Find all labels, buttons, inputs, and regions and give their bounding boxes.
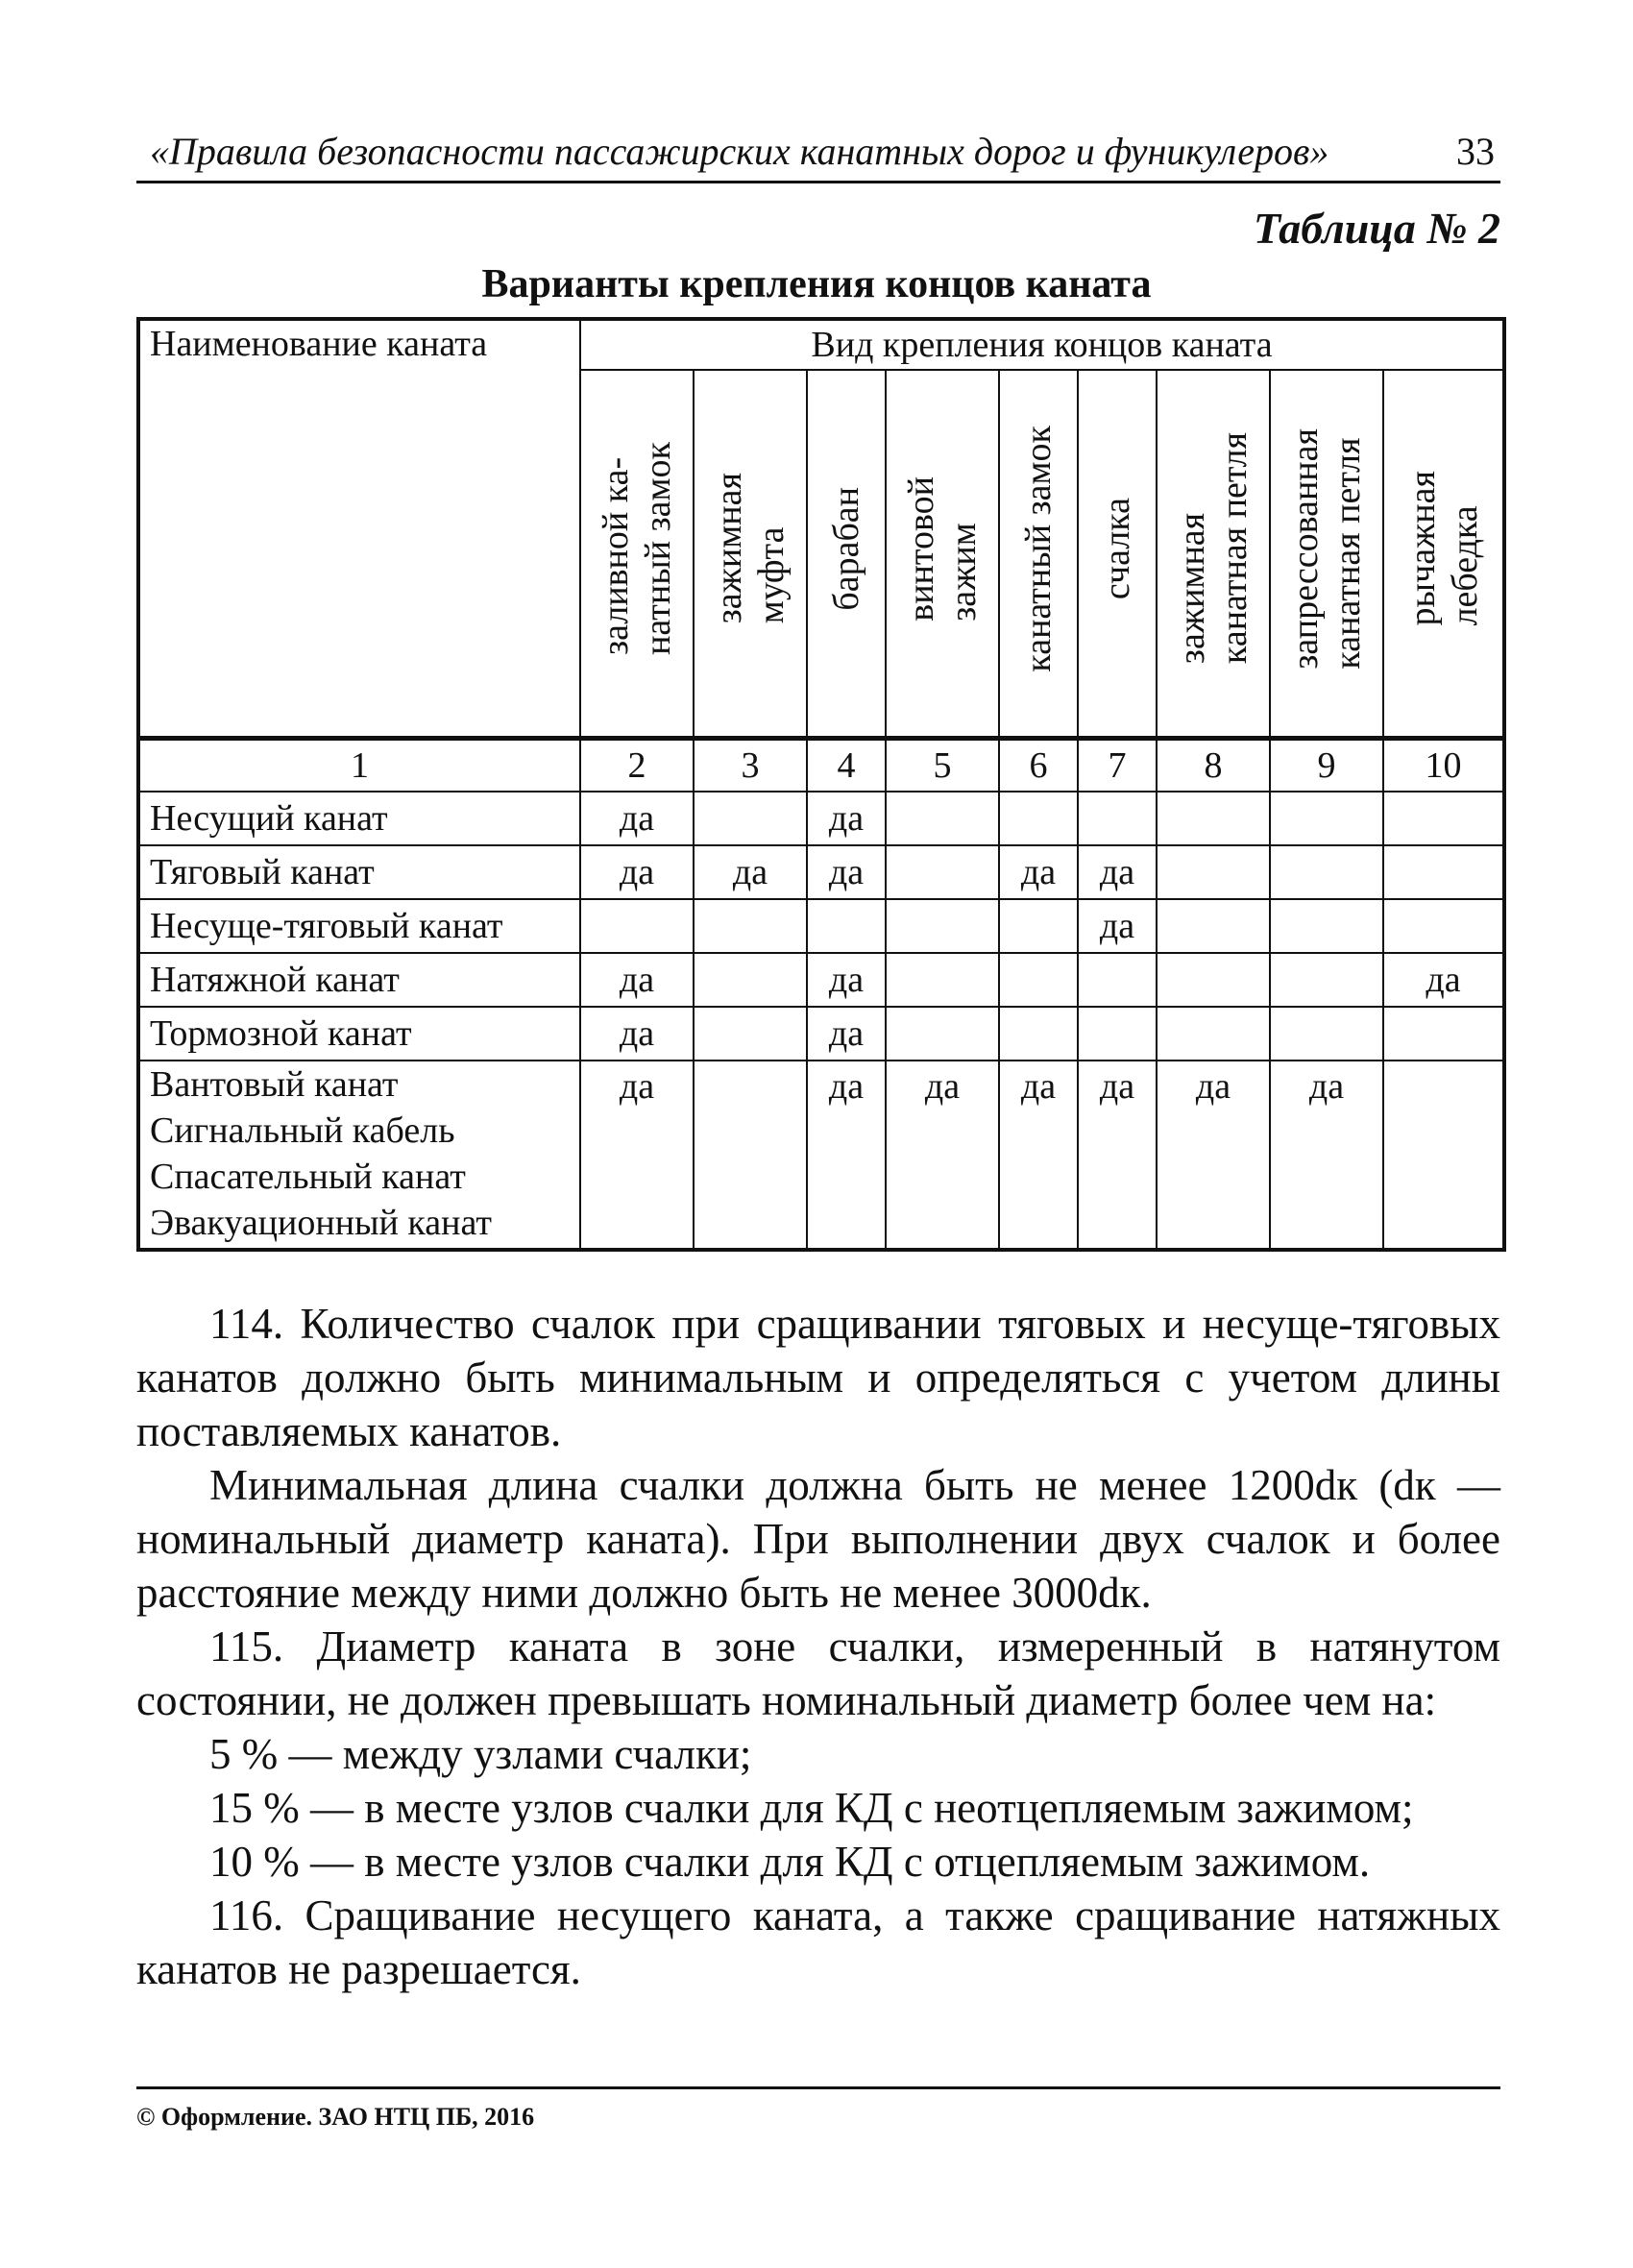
column-header-label [1096,498,1138,599]
column-number: 3 [694,739,807,793]
rope-name-cell [138,899,580,953]
paragraph: 10 % — в месте узлов счалки для КД с отцепляемым зажимом. [209,1838,1371,1886]
column-header [1078,370,1157,739]
column-header-line: натный замок [638,442,678,655]
column-header-line: муфта [751,526,792,624]
column-header-line: винтовой [901,476,941,622]
value-cell [1078,792,1157,845]
fastening-table [136,317,1506,1252]
column-header [580,370,694,739]
value-cell: да [807,1007,886,1061]
rope-name: Тормозной канат [150,1013,412,1054]
column-header-label [1284,428,1369,670]
column-header [1270,370,1383,739]
column-header-line: заливной ка- [596,456,636,655]
value-cell: да [1383,953,1504,1007]
column-header [886,370,999,739]
value-cell [1078,1007,1157,1061]
value-cell [999,953,1078,1007]
table-row [138,845,1504,899]
value-cell [580,899,694,953]
value-cell [1383,845,1504,899]
value-cell [999,899,1078,953]
value-cell [1383,792,1504,845]
page-number: 33 [1456,130,1495,173]
column-number: 1 [138,739,580,793]
column-number-row [138,739,1504,793]
table-row [138,953,1504,1007]
paragraph: 115. Диаметр каната в зоне счалки, измеренный в натянутом состоянии, не должен превышать номинальный диаметр более чем на: [136,1622,1500,1724]
value-cell: да [580,1007,694,1061]
fastening-type-header: Вид крепления концов каната [580,319,1504,370]
column-header [999,370,1078,739]
table-row [138,899,1504,953]
running-title: «Правила безопасности пассажирских канатных дорог и фуникулеров» [150,130,1329,173]
paragraph: Минимальная длина счалки должна быть не менее 1200dк (dк — номинальный диаметр каната). При выполнении двух счалок и более расстояние между ними должно быть не менее 3000dк. [136,1461,1500,1617]
value-cell [886,792,999,845]
value-cell [694,1007,807,1061]
value-cell [694,953,807,1007]
value-cell [694,792,807,845]
value-cell: да [807,1061,886,1250]
value-cell [1078,953,1157,1007]
column-header-line: зажимная [709,473,749,624]
value-cell: да [694,845,807,899]
column-header-label [1171,432,1255,664]
value-cell [1157,792,1270,845]
paragraph: 15 % — в месте узлов счалки для КД с неотцепляемым зажимом; [209,1784,1414,1832]
rope-name: Тяговый канат [150,852,375,892]
column-header-label [708,473,792,623]
rope-name: Несуще-тяговый канат [150,906,503,946]
value-cell: да [580,792,694,845]
rope-name: Вантовый канат [150,1064,399,1105]
value-cell [886,1007,999,1061]
rope-name-cell [138,792,580,845]
header-row [138,319,1504,370]
column-header [807,370,886,739]
rope-name-cell [138,1007,580,1061]
value-cell: да [807,845,886,899]
column-header-line: счалка [1097,497,1137,600]
paragraph: 114. Количество счалок при сращивании тяговых и несуще-тяговых канатов должно быть минимальным и определяться с учетом длины поставляемых канатов. [136,1300,1500,1455]
table-row [138,792,1504,845]
paragraph: 5 % — между узлами счалки; [209,1730,752,1778]
running-header [136,123,1500,183]
value-cell [1383,899,1504,953]
rope-name: Натяжной канат [150,960,400,1000]
value-cell [1270,1007,1383,1061]
value-cell: да [999,845,1078,899]
rope-name-cell [138,1061,580,1250]
column-number: 8 [1157,739,1270,793]
column-header-line: барабан [826,486,866,611]
value-cell: да [580,1061,694,1250]
column-header-line: зажимная [1172,513,1212,665]
value-cell [1270,899,1383,953]
rope-name-cell [138,845,580,899]
column-header-line: канатная петля [1328,437,1368,670]
column-number: 7 [1078,739,1157,793]
table-number: Таблица № 2 [1253,204,1500,253]
column-number: 4 [807,739,886,793]
table-row [138,1007,1504,1061]
value-cell [1157,953,1270,1007]
table-row [138,1061,1504,1250]
footer: © Оформление. ЗАО НТЦ ПБ, 2016 [136,2086,1500,2134]
column-header-label [825,487,867,611]
rope-name-cell [138,953,580,1007]
column-number: 9 [1270,739,1383,793]
column-number: 5 [886,739,999,793]
value-cell [999,1007,1078,1061]
value-cell [1383,1007,1504,1061]
column-header-label [595,442,679,655]
rope-name: Спасательный канат [150,1157,466,1197]
value-cell: да [1157,1061,1270,1250]
column-header-label [1017,426,1060,672]
value-cell [1157,1007,1270,1061]
column-header-line: зажим [943,522,984,622]
value-cell [1157,845,1270,899]
value-cell: да [807,953,886,1007]
rope-name: Эвакуационный канат [150,1203,492,1243]
rope-name-header: Наименование каната [138,319,580,739]
value-cell [1157,899,1270,953]
column-header-line: рычажная [1401,471,1443,626]
value-cell [886,899,999,953]
column-header-line: лебедка [1444,505,1485,626]
column-header-line: канатный замок [1018,425,1059,672]
value-cell: да [1078,845,1157,899]
value-cell [694,1061,807,1250]
column-header [1157,370,1270,739]
value-cell: да [1078,899,1157,953]
value-cell [886,953,999,1007]
value-cell: да [807,792,886,845]
column-number: 6 [999,739,1078,793]
body-text [136,1297,1500,1996]
column-header-line: запрессованная [1285,427,1326,670]
rope-name: Несущий канат [150,798,388,839]
column-header-label [900,476,985,622]
value-cell [694,899,807,953]
value-cell [1270,845,1383,899]
value-cell [1270,792,1383,845]
column-header [1383,370,1504,739]
value-cell: да [886,1061,999,1250]
value-cell [1270,953,1383,1007]
value-cell [999,792,1078,845]
column-header-line: канатная петля [1214,432,1255,665]
value-cell [807,899,886,953]
value-cell: да [1078,1061,1157,1250]
column-header-label [1401,471,1486,625]
value-cell: да [1270,1061,1383,1250]
value-cell: да [580,953,694,1007]
column-header [694,370,807,739]
table-title: Варианты крепления концов каната [481,262,1152,306]
column-number: 2 [580,739,694,793]
value-cell: да [580,845,694,899]
value-cell: да [999,1061,1078,1250]
column-number: 10 [1383,739,1504,793]
paragraph: 116. Сращивание несущего каната, а также сращивание натяжных канатов не разрешается. [136,1891,1500,1993]
value-cell [1383,1061,1504,1250]
value-cell [886,845,999,899]
rope-name: Сигнальный кабель [150,1110,455,1151]
